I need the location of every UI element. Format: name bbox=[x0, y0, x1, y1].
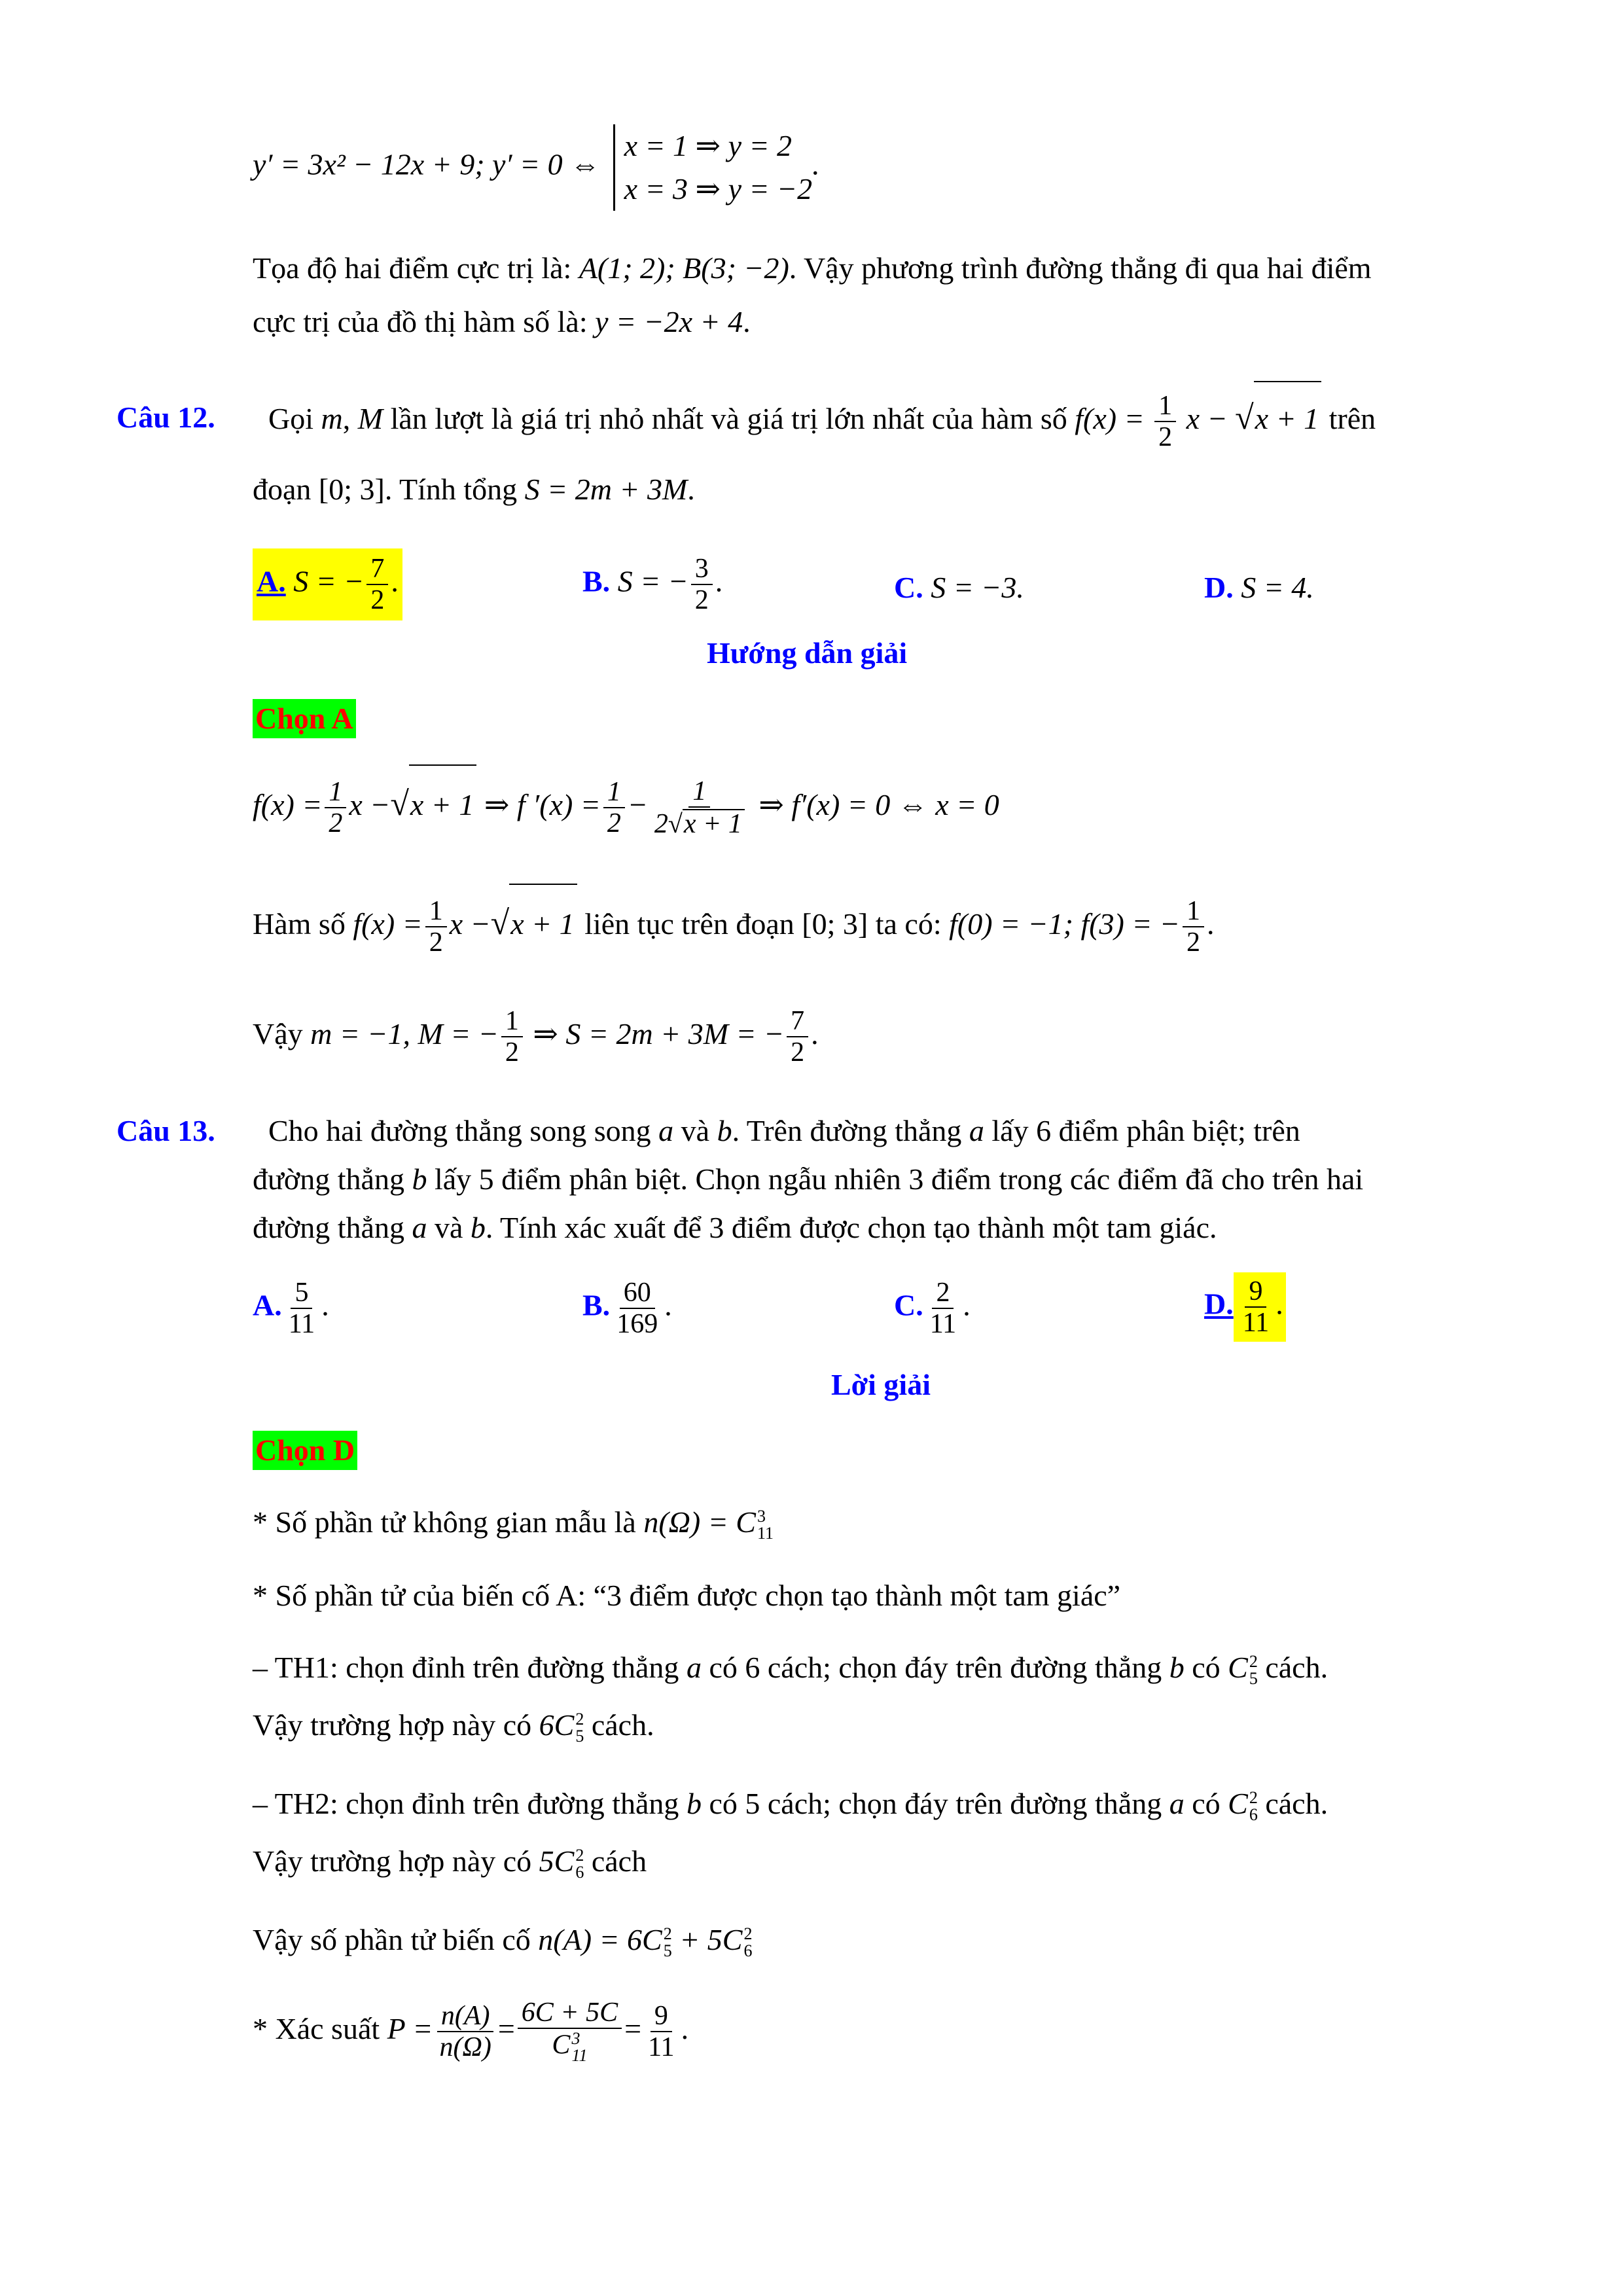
q12-x-minus: x − bbox=[1186, 402, 1228, 435]
s5-b: có 5 cách; chọn đáy trên đường thẳng bbox=[709, 1787, 1162, 1820]
s8-nA: n(A) bbox=[437, 2001, 494, 2032]
q13-line2 bbox=[253, 1160, 1363, 1199]
q12-b-pre: S = − bbox=[617, 564, 688, 598]
s5-a: – TH2: chọn đỉnh trên đường thẳng bbox=[253, 1787, 679, 1820]
q13-l1-c: lấy bbox=[991, 1114, 1029, 1147]
s7-plus: + 5C bbox=[679, 1923, 743, 1956]
sol3-M-frac bbox=[501, 1006, 523, 1067]
q12-b-num: 3 bbox=[691, 554, 713, 585]
s7-math: n(A) = 6C bbox=[538, 1923, 662, 1956]
q12-comma: , bbox=[342, 402, 351, 435]
sol2-interval: [0; 3] bbox=[802, 907, 868, 941]
sol1-frac1 bbox=[603, 777, 625, 838]
sol1-x-minus: x − bbox=[349, 788, 391, 821]
s6-end: cách bbox=[591, 1844, 647, 1878]
q13-b-frac bbox=[613, 1278, 662, 1339]
q12-choice: Chọn A bbox=[253, 699, 356, 738]
sol1-frac2: $\frac{1}{2√x + 1}$ bbox=[651, 776, 749, 839]
q13-b-label: B. bbox=[582, 1288, 611, 1322]
sol3-m: m = −1, bbox=[310, 1017, 410, 1050]
s8-P: P = bbox=[387, 2012, 433, 2045]
s8-res-num: 9 bbox=[651, 2001, 672, 2032]
q13-l3-var-a: a bbox=[412, 1211, 427, 1244]
q13-l2-a: đường thẳng bbox=[253, 1162, 404, 1196]
q13-b-den: 169 bbox=[616, 1309, 658, 1339]
q12-a-num: 7 bbox=[366, 554, 388, 585]
q13-l1-six: 6 bbox=[1036, 1114, 1052, 1147]
q12-a-den: 2 bbox=[370, 585, 385, 615]
q12-stem-c: lần lượt là giá trị nhỏ nhất và giá trị lớn nhất của hàm số bbox=[390, 402, 1067, 435]
q12-solution-1: f(x) = $\frac{1}{2}$ x −√x + 1 ⇒ f ′(x) = $\frac{1}{2}$ − $\frac{1}{2√x + 1}$ ⇒ f′(x) = 0 ⇔ x = 0 bbox=[253, 764, 999, 844]
s8-result bbox=[644, 2001, 678, 2062]
s7-sup1: 2 bbox=[663, 1924, 672, 1944]
coords-text2: . Vậy phương trình đường thẳng đi qua hai điểm bbox=[789, 251, 1372, 285]
s8-bot-sub: 11 bbox=[571, 2046, 588, 2066]
sol3-M-num: 1 bbox=[501, 1006, 523, 1037]
s3-b: có 6 cách; chọn đáy trên đường thẳng bbox=[709, 1651, 1162, 1684]
q12-option-a[interactable]: A. S = − $\frac{7}{2}$ . bbox=[253, 548, 402, 627]
q12-stem-line1: Gọi m, M lần lượt là giá trị nhỏ nhất và giá trị lớn nhất của hàm số f(x) = $\frac{1}{2}$ x − √x + 1 trên bbox=[268, 381, 1376, 456]
q12-a-frac bbox=[366, 554, 388, 615]
q13-c-den: 11 bbox=[929, 1309, 957, 1339]
q13-option-b[interactable]: B. $\frac{60}{169}$ . bbox=[582, 1278, 672, 1339]
q13-d-num: 9 bbox=[1245, 1276, 1266, 1308]
s4-sup: 2 bbox=[575, 1710, 584, 1729]
s8-bot: C bbox=[552, 2030, 571, 2061]
q12-interval: [0; 3] bbox=[318, 473, 385, 506]
sol1-end: ⇒ f′(x) = 0 ⇔ x = 0 bbox=[758, 788, 999, 821]
q12-sum-expr: S = 2m + 3M bbox=[524, 473, 688, 506]
q12-solution-2: Hàm số f(x) = $\frac{1}{2}$ x −√x + 1 liên tục trên đoạn [0; 3] ta có: f(0) = −1; f(3) = − $\frac{1}{2}$ . bbox=[253, 884, 1214, 963]
s4-text: Vậy trường hợp này có bbox=[253, 1708, 532, 1742]
s3-a: – TH1: chọn đỉnh trên đường thẳng bbox=[253, 1651, 679, 1684]
q12-option-d[interactable] bbox=[1204, 568, 1314, 607]
sol2-vals: f(0) = −1; f(3) = − bbox=[949, 907, 1180, 941]
q13-a-frac bbox=[285, 1278, 319, 1339]
coords-text: Tọa độ hai điểm cực trị là: bbox=[253, 251, 572, 285]
q12-solution-3: Vậy m = −1, M = − $\frac{1}{2}$ ⇒ S = 2m + 3M = − $\frac{7}{2}$ . bbox=[253, 1006, 819, 1068]
sol3-res-den: 2 bbox=[791, 1037, 805, 1068]
s7-sub2: 6 bbox=[743, 1941, 753, 1961]
q13-l2-five: 5 bbox=[478, 1162, 494, 1196]
s7-sub1: 5 bbox=[663, 1941, 672, 1961]
q13-l2-three: 3 bbox=[908, 1162, 924, 1196]
extrema-coords bbox=[253, 249, 1372, 288]
q12-func-lhs: f(x) = bbox=[1075, 402, 1145, 435]
case-2: x = 3 ⇒ y = −2 bbox=[624, 172, 813, 206]
q13-s6 bbox=[253, 1842, 647, 1881]
s3-c: có bbox=[1192, 1651, 1221, 1684]
s7-text: Vậy số phần tử biến cố bbox=[253, 1923, 531, 1956]
q13-c-label: C. bbox=[894, 1288, 923, 1322]
q13-d-frac bbox=[1239, 1276, 1273, 1338]
q13-a-den: 11 bbox=[288, 1309, 315, 1339]
sol1-den2-sqrt: x + 1 bbox=[683, 809, 745, 838]
s3-sub: 5 bbox=[1249, 1669, 1258, 1689]
sol3-res-frac bbox=[787, 1006, 808, 1067]
s5-c: có bbox=[1192, 1787, 1221, 1820]
q12-option-c[interactable] bbox=[894, 568, 1024, 607]
coords-math: A(1; 2); B(3; −2) bbox=[579, 251, 789, 285]
q13-choice: Chọn D bbox=[253, 1431, 357, 1470]
q13-a-label: A. bbox=[253, 1288, 282, 1322]
q12-b-label: B. bbox=[582, 564, 611, 598]
s8-bot-sup: 3 bbox=[571, 2029, 580, 2049]
sol1-lhs: f(x) = bbox=[253, 788, 323, 821]
q13-line3 bbox=[253, 1208, 1217, 1247]
q13-s1 bbox=[253, 1503, 774, 1542]
sol2-c: ta có: bbox=[875, 907, 942, 941]
q13-l1-d: điểm phân biệt; trên bbox=[1058, 1114, 1300, 1147]
s5-var-b: b bbox=[686, 1787, 702, 1820]
q13-b-num: 60 bbox=[620, 1278, 655, 1309]
s3-sup: 2 bbox=[1249, 1652, 1258, 1672]
s4-sub: 5 bbox=[575, 1727, 584, 1746]
q13-c-frac bbox=[926, 1278, 960, 1339]
q13-l3-a: đường thẳng bbox=[253, 1211, 404, 1244]
q13-l3-var-b: b bbox=[470, 1211, 486, 1244]
sol1-half bbox=[325, 777, 346, 838]
q13-s4 bbox=[253, 1706, 654, 1745]
q13-c-num: 2 bbox=[932, 1278, 954, 1309]
q12-b-frac bbox=[691, 554, 713, 615]
case-bracket bbox=[613, 124, 813, 211]
s8-frac1 bbox=[435, 2001, 495, 2062]
line-equation: cực trị của đồ thị hàm số là: y = −2x + 4. bbox=[253, 305, 751, 338]
q13-l3-b: . Tính xác xuất để 3 điểm được chọn tạo thành một tam giác. bbox=[485, 1211, 1217, 1244]
q12-stem-d: trên bbox=[1329, 402, 1376, 435]
q12-guide-heading: Hướng dẫn giải bbox=[707, 636, 908, 670]
q13-l1-var-a2: a bbox=[969, 1114, 984, 1147]
q13-l1-a: Cho hai đường thẳng song song bbox=[268, 1114, 651, 1147]
half-num: 1 bbox=[1154, 391, 1176, 422]
s1-text: * Số phần tử không gian mẫu là bbox=[253, 1505, 636, 1539]
q13-l2-var-b: b bbox=[412, 1162, 427, 1196]
line2-math: y = −2x + 4 bbox=[595, 305, 743, 338]
q12-stem-a: Gọi bbox=[268, 402, 313, 435]
sol1-den1: 2 bbox=[607, 808, 621, 839]
s8-res-den: 11 bbox=[648, 2032, 675, 2063]
s5-C: C bbox=[1228, 1787, 1248, 1820]
half-den: 2 bbox=[1158, 422, 1173, 453]
s1-sub: 11 bbox=[757, 1524, 774, 1543]
q13-l1-and: và bbox=[681, 1114, 710, 1147]
q13-d-label: D. bbox=[1204, 1287, 1234, 1321]
s8-nO: n(Ω) bbox=[439, 2032, 491, 2063]
sol1-half-den: 2 bbox=[329, 808, 343, 839]
q12-b-den: 2 bbox=[694, 585, 709, 615]
q13-l1-var-a: a bbox=[658, 1114, 674, 1147]
s8-frac2 bbox=[518, 1998, 622, 2066]
sol2-x-minus: x − bbox=[449, 907, 491, 941]
sol2-half-num: 1 bbox=[425, 896, 447, 927]
q12-a-pre: S = − bbox=[293, 564, 365, 598]
question-13-label: Câu 13. bbox=[116, 1114, 215, 1147]
q13-s5 bbox=[253, 1784, 1328, 1823]
sol3-a: Vậy bbox=[253, 1017, 303, 1050]
s5-sub: 6 bbox=[1249, 1805, 1258, 1825]
sol2-f-den: 2 bbox=[1186, 927, 1200, 958]
s7-sup2: 2 bbox=[743, 1924, 753, 1944]
q13-option-d[interactable]: D. $\frac{9}{11}$ . bbox=[1204, 1272, 1286, 1342]
q13-s2: * Số phần tử của biến cố A: “3 điểm được chọn tạo thành một tam giác” bbox=[253, 1579, 1121, 1612]
q12-stem-line2: đoạn [0; 3]. Tính tổng S = 2m + 3M. bbox=[253, 473, 695, 506]
s3-d: cách. bbox=[1265, 1651, 1329, 1684]
sol1-num1: 1 bbox=[603, 777, 625, 808]
derivative-line: y′ = 3x² − 12x + 9; y′ = 0 ⇔ x = 1 ⇒ y = 2 x = 3 ⇒ y = −2 . bbox=[253, 124, 820, 211]
q12-var-m: m bbox=[321, 402, 343, 435]
sol3-end: ⇒ S = 2m + 3M = − bbox=[533, 1017, 785, 1050]
q13-option-a[interactable]: A. $\frac{5}{11}$ . bbox=[253, 1278, 329, 1339]
q12-a-label: A. bbox=[257, 564, 286, 598]
q12-sqrt-arg: x + 1 bbox=[1254, 381, 1321, 456]
s5-var-a: a bbox=[1169, 1787, 1185, 1820]
s3-var-b: b bbox=[1169, 1651, 1185, 1684]
q12-c-val: S = −3. bbox=[931, 571, 1024, 604]
s1-sup: 3 bbox=[757, 1507, 766, 1526]
q13-s7 bbox=[253, 1920, 752, 1960]
q13-l1-b: . Trên đường thẳng bbox=[732, 1114, 962, 1147]
q13-l2-d: điểm trong các điểm đã cho trên hai bbox=[931, 1162, 1364, 1196]
s5-sup: 2 bbox=[1249, 1788, 1258, 1808]
sol1-sqrt: x + 1 bbox=[409, 764, 476, 844]
s6-math: 5C bbox=[539, 1844, 575, 1878]
sol1-num2: 1 bbox=[688, 776, 710, 808]
sol2-a: Hàm số bbox=[253, 907, 346, 941]
sol1-mid: ⇒ f ′(x) = bbox=[484, 788, 601, 821]
s4-end: cách. bbox=[591, 1708, 654, 1742]
sol2-lhs: f(x) = bbox=[353, 907, 423, 941]
s4-math: 6C bbox=[539, 1708, 575, 1742]
line2-text: cực trị của đồ thị hàm số là: bbox=[253, 305, 588, 338]
case-1: x = 1 ⇒ y = 2 bbox=[624, 129, 793, 162]
s1-math: n(Ω) = C bbox=[643, 1505, 756, 1539]
s5-d: cách. bbox=[1265, 1787, 1329, 1820]
sol1-den2-coef: 2 bbox=[654, 809, 668, 840]
q13-l2-c: điểm phân biệt. Chọn ngẫu nhiên bbox=[501, 1162, 901, 1196]
q13-l3-and: và bbox=[434, 1211, 463, 1244]
derivative-text: y′ = 3x² − 12x + 9; y′ = 0 ⇔ bbox=[253, 147, 601, 181]
sol2-half bbox=[425, 896, 447, 958]
s8-text: * Xác suất bbox=[253, 2012, 380, 2045]
q12-var-M: M bbox=[357, 402, 383, 435]
q12-d-val: S = 4. bbox=[1241, 571, 1314, 604]
sol1-half-num: 1 bbox=[325, 777, 346, 808]
s6-sub: 6 bbox=[575, 1863, 584, 1882]
q12-d-label: D. bbox=[1204, 571, 1234, 604]
q13-d-den: 11 bbox=[1242, 1308, 1270, 1338]
q12-half bbox=[1154, 391, 1176, 452]
sol3-res-num: 7 bbox=[787, 1006, 808, 1037]
q13-l1-var-b: b bbox=[717, 1114, 732, 1147]
sol2-half-den: 2 bbox=[429, 927, 443, 958]
q13-option-c[interactable]: C. $\frac{2}{11}$ . bbox=[894, 1278, 971, 1339]
s6-text: Vậy trường hợp này có bbox=[253, 1844, 532, 1878]
s3-C: C bbox=[1228, 1651, 1248, 1684]
sol2-b: liên tục trên đoạn bbox=[584, 907, 794, 941]
sol2-sqrt: x + 1 bbox=[509, 884, 577, 963]
q13-solution-heading: Lời giải bbox=[831, 1368, 931, 1401]
q13-s8: * Xác suất P = $\frac{n(A)}{n(\Omega)}$ = 6C + 5C C 3 11 = $\frac{9}{11}$ . bbox=[253, 1998, 689, 2066]
q12-line2-a: đoạn bbox=[253, 473, 312, 506]
s3-var-a: a bbox=[686, 1651, 702, 1684]
s6-sup: 2 bbox=[575, 1846, 584, 1865]
sol2-f-num: 1 bbox=[1183, 896, 1204, 927]
q12-option-b[interactable]: B. S = − $\frac{3}{2}$ . bbox=[582, 554, 723, 615]
q13-s3 bbox=[253, 1648, 1328, 1687]
q12-line2-b: . Tính tổng bbox=[384, 473, 518, 506]
q12-c-label: C. bbox=[894, 571, 923, 604]
question-12-label: Câu 12. bbox=[116, 401, 215, 434]
sol3-M: M = − bbox=[418, 1017, 499, 1050]
q13-a-num: 5 bbox=[291, 1278, 312, 1309]
s8-top: 6C + 5C bbox=[518, 1998, 622, 2029]
q13-l2-b: lấy bbox=[434, 1162, 472, 1196]
q13-line1 bbox=[268, 1111, 1300, 1151]
sol2-frac bbox=[1183, 896, 1204, 958]
sol3-M-den: 2 bbox=[505, 1037, 519, 1068]
